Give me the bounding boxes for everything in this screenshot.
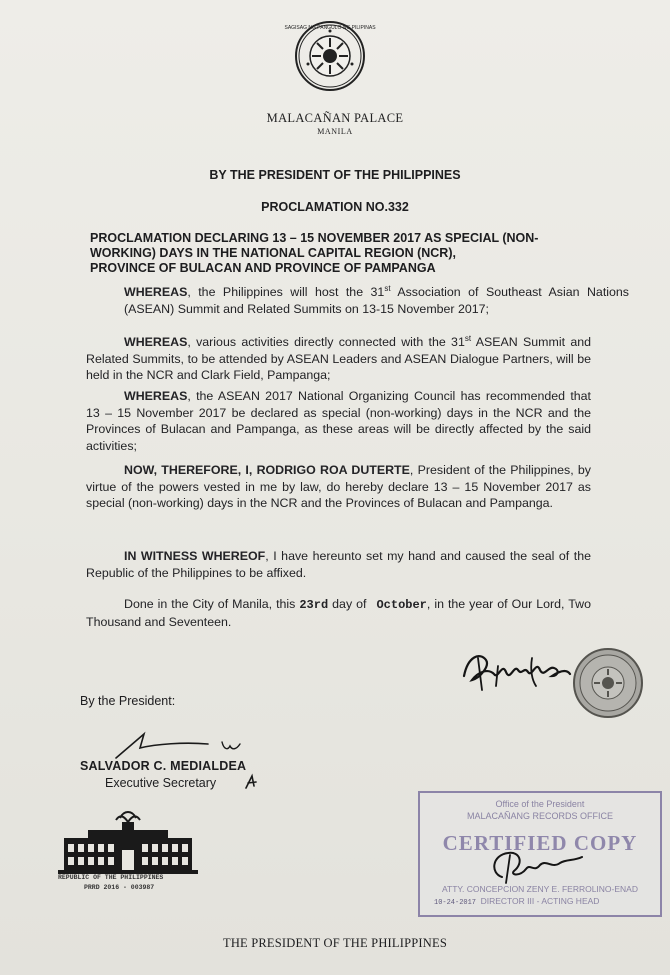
- certified-copy-stamp: [418, 791, 662, 917]
- clause-text: , the ASEAN 2017 National Organizing Council has recommended that 13 – 15 November 2017 be declared as special (non-working) days in the NCR and the Provinces of Bulacan and Pampanga, as these areas will be directly affected by the said activities;: [86, 389, 591, 453]
- initial-mark-icon: [244, 774, 260, 790]
- proclamation-title: [90, 231, 590, 276]
- clause-lead: IN WITNESS WHEREOF: [124, 549, 266, 563]
- stamp-signature-icon: [480, 843, 590, 887]
- republic-seal-icon: [572, 647, 644, 719]
- secretary-signature-icon: [104, 728, 254, 762]
- clause-text: , President of the Philippines, by virtue of the powers vested in me by law, do hereby declare 13 – 15 November 2017 as special (non-working) days in the NCR and the Provinces of Bulacan and Pampanga.: [86, 463, 592, 511]
- whereas-clause-2: [86, 334, 591, 384]
- done-clause: [86, 596, 591, 630]
- now-therefore-clause: [86, 462, 591, 512]
- clause-text: ASEAN Summit and Related Summits, to be attended by ASEAN Leaders and ASEAN Dialogue Partners, will be held in the NCR and Clark Field, Pampanga;: [86, 335, 591, 383]
- clause-text: , I have hereunto set my hand and caused the seal of the Republic of the Philippines to be affixed.: [86, 549, 591, 580]
- stamp-office: Office of the President: [495, 799, 585, 809]
- presidential-seal-icon: [284, 20, 376, 92]
- whereas-clause-3: [86, 388, 591, 454]
- witness-clause: [86, 548, 591, 581]
- stamp-records-office: MALACAÑANG RECORDS OFFICE: [466, 811, 614, 821]
- stamp-certified: CERTIFIED COPY: [442, 831, 638, 855]
- clause-lead: WHEREAS: [124, 285, 188, 299]
- title-line: PROCLAMATION DECLARING 13 – 15 NOVEMBER 2017 AS SPECIAL (NON-: [90, 231, 539, 245]
- secretary-title: Executive Secretary: [105, 776, 217, 790]
- stamp-date: 10-24-2017: [434, 899, 477, 907]
- by-the-president-label: By the President:: [80, 694, 176, 708]
- building-caption-line1: REPUBLIC OF THE PHILIPPINES: [58, 874, 164, 881]
- footer-title: THE PRESIDENT OF THE PHILIPPINES: [222, 936, 447, 950]
- palace-city: MANILA: [317, 127, 353, 136]
- stamp-officer: ATTY. CONCEPCION ZENY E. FERROLINO-ENAD: [441, 884, 638, 894]
- clause-text: Done in the City of Manila, this: [124, 597, 300, 611]
- secretary-name: SALVADOR C. MEDIALDEA: [80, 759, 247, 773]
- whereas-clause-1: [86, 284, 629, 317]
- superscript: st: [384, 283, 391, 293]
- proclamation-number: PROCLAMATION NO.332: [261, 200, 409, 214]
- typed-day: 23rd: [299, 598, 329, 612]
- president-signature-icon: [458, 646, 576, 698]
- superscript: st: [464, 333, 472, 343]
- clause-text: , the Philippines will host the 31: [187, 285, 385, 299]
- typed-month: October: [376, 598, 427, 612]
- seal-text: SAGISAG NG PANGULO NG PILIPINAS: [284, 25, 376, 31]
- stamp-position: DIRECTOR III - ACTING HEAD: [480, 896, 600, 906]
- title-line: WORKING) DAYS IN THE NATIONAL CAPITAL REGION (NCR),: [90, 246, 456, 260]
- building-caption-line2: PRRD 2016 - 003987: [84, 884, 155, 891]
- clause-text: day of: [328, 597, 371, 611]
- clause-text: Association of Southeast Asian Nations (ASEAN) Summit and Related Summits on 13-15 November 2017;: [124, 285, 629, 316]
- clause-lead: WHEREAS: [124, 335, 188, 349]
- clause-text: , various activities directly connected with the 31: [187, 335, 465, 349]
- palace-name: MALACAÑAN PALACE: [266, 111, 404, 125]
- clause-text: , in the year of Our Lord, Two Thousand and Seventeen.: [86, 597, 591, 629]
- clause-lead: WHEREAS: [124, 389, 188, 403]
- title-line: PROVINCE OF BULACAN AND PROVINCE OF PAMPANGA: [90, 261, 436, 275]
- palace-building-icon: [58, 808, 198, 878]
- document-heading: BY THE PRESIDENT OF THE PHILIPPINES: [209, 168, 461, 182]
- clause-lead: NOW, THEREFORE, I, RODRIGO ROA DUTERTE: [124, 463, 410, 477]
